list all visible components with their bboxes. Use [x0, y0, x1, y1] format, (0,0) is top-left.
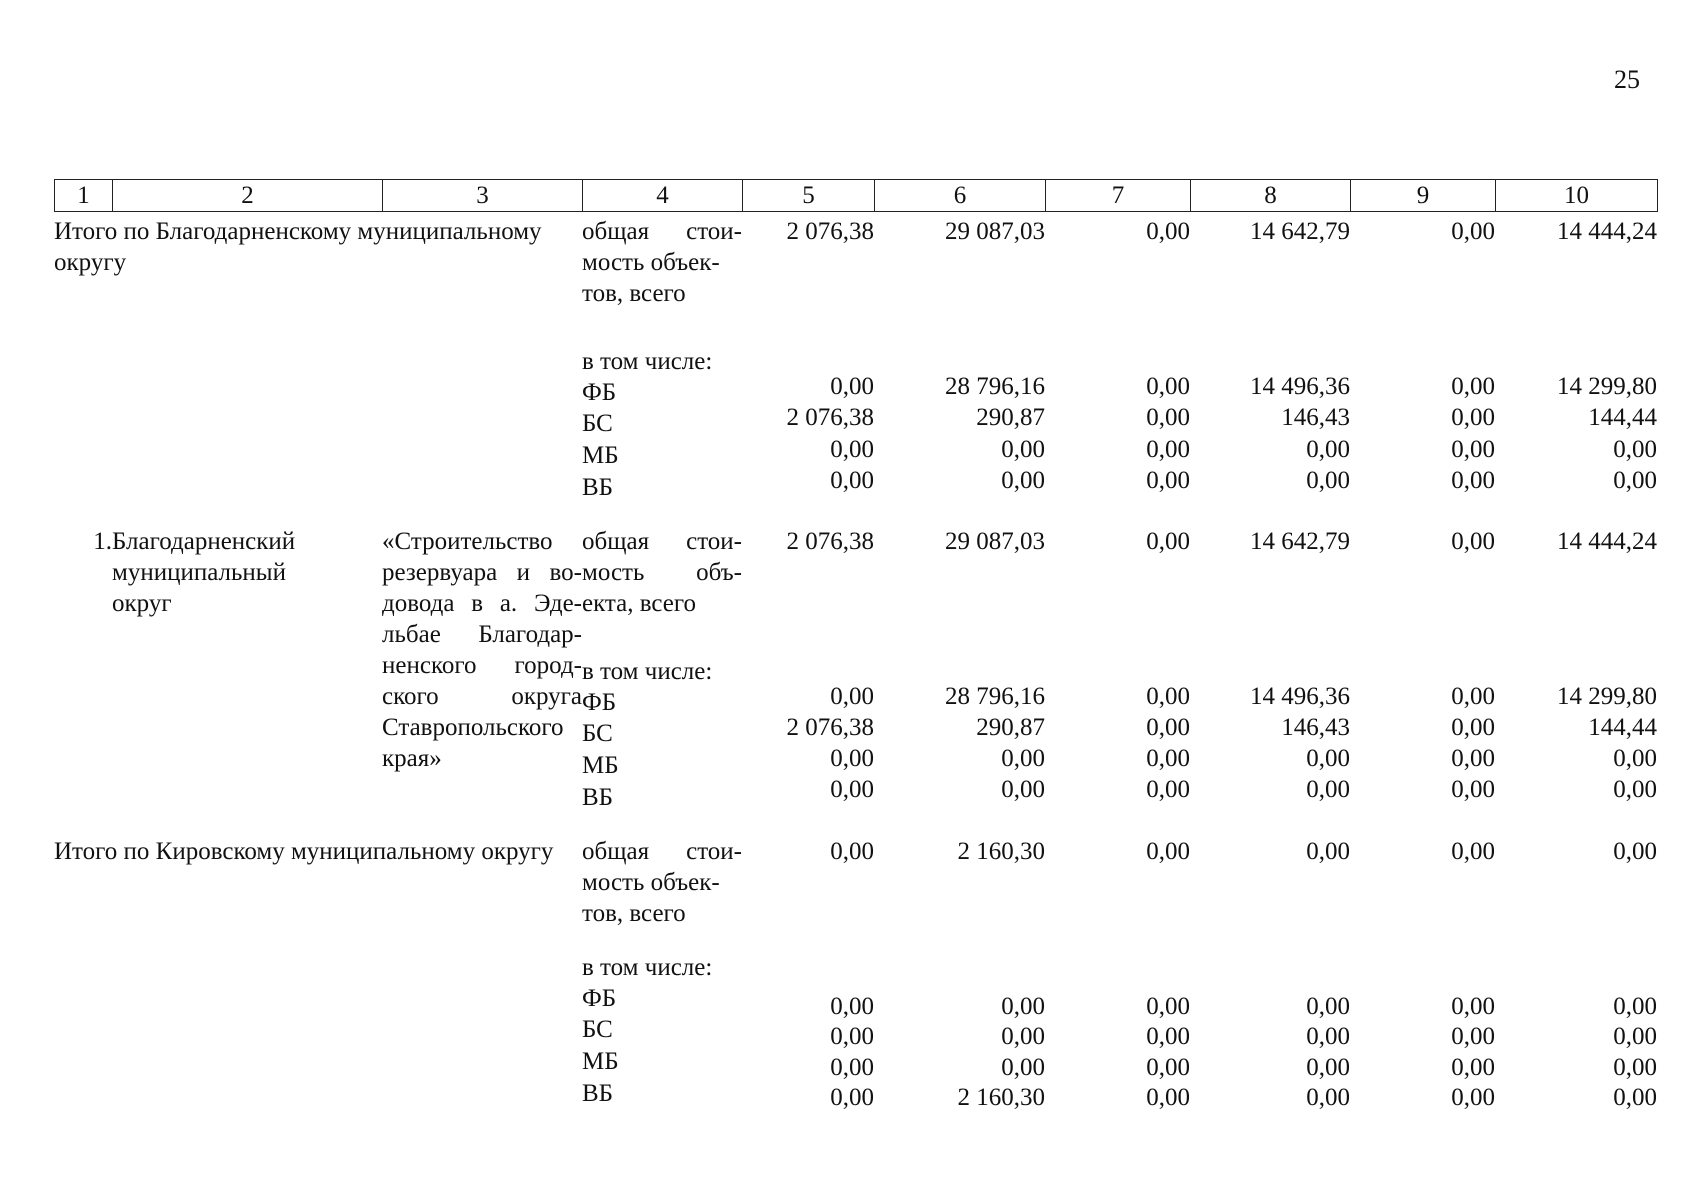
- value-cell: 0,00: [1306, 1023, 1350, 1050]
- value-cell: 146,43: [1281, 404, 1350, 431]
- value-cell: 0,00: [1306, 1084, 1350, 1111]
- value-cell: 0,00: [1306, 1054, 1350, 1081]
- value-cell: 0,00: [830, 436, 874, 463]
- value-cell: 0,00: [1146, 1084, 1190, 1111]
- value-cell: 0,00: [1613, 1023, 1657, 1050]
- total-cost-label: общая стои- мость объек- тов, всего: [582, 218, 742, 307]
- column-number: 3: [383, 180, 583, 212]
- value-cell: 2 076,38: [786, 218, 874, 245]
- row-number: 1.: [93, 528, 112, 555]
- value-cell: 0,00: [830, 745, 874, 772]
- value-cell: 0,00: [1451, 683, 1495, 710]
- value-cell: 0,00: [830, 467, 874, 494]
- value-cell: 2 076,38: [786, 404, 874, 431]
- value-cell: 0,00: [1451, 776, 1495, 803]
- value-cell: 0,00: [830, 776, 874, 803]
- value-cell: 28 796,16: [945, 373, 1045, 400]
- value-cell: 144,44: [1588, 714, 1657, 741]
- source-label: ФБ: [582, 689, 617, 716]
- value-cell: 0,00: [1146, 1054, 1190, 1081]
- value-cell: 0,00: [1001, 1023, 1045, 1050]
- column-number: 6: [875, 180, 1046, 212]
- source-label: ВБ: [582, 784, 614, 811]
- value-cell: 28 796,16: [945, 683, 1045, 710]
- value-cell: 2 160,30: [957, 1084, 1045, 1111]
- value-cell: 0,00: [1451, 1023, 1495, 1050]
- value-cell: 14 642,79: [1250, 218, 1350, 245]
- source-label: БС: [582, 720, 613, 747]
- value-cell: 0,00: [1001, 436, 1045, 463]
- total-label: Итого по Кировскому муниципальному округу: [54, 838, 554, 865]
- value-cell: 0,00: [1146, 745, 1190, 772]
- value-cell: 0,00: [1613, 436, 1657, 463]
- source-label: МБ: [582, 1048, 619, 1075]
- value-cell: 0,00: [830, 993, 874, 1020]
- value-cell: 0,00: [1146, 467, 1190, 494]
- value-cell: 0,00: [1613, 1054, 1657, 1081]
- column-number-header: [54, 179, 1658, 212]
- value-cell: 146,43: [1281, 714, 1350, 741]
- value-cell: 0,00: [1613, 1084, 1657, 1111]
- value-cell: 0,00: [1001, 993, 1045, 1020]
- value-cell: 2 076,38: [786, 714, 874, 741]
- value-cell: 0,00: [1613, 838, 1657, 865]
- value-cell: 0,00: [1306, 776, 1350, 803]
- column-number: 10: [1496, 180, 1658, 212]
- value-cell: 0,00: [1613, 993, 1657, 1020]
- including-label: в том числе:: [582, 348, 713, 375]
- value-cell: 0,00: [1613, 467, 1657, 494]
- value-cell: 0,00: [1001, 467, 1045, 494]
- source-label: МБ: [582, 442, 619, 469]
- value-cell: 0,00: [1451, 218, 1495, 245]
- value-cell: 0,00: [1451, 373, 1495, 400]
- value-cell: 0,00: [1613, 776, 1657, 803]
- value-cell: 0,00: [1451, 745, 1495, 772]
- source-label: МБ: [582, 752, 619, 779]
- value-cell: 0,00: [1146, 683, 1190, 710]
- value-cell: 0,00: [1306, 467, 1350, 494]
- value-cell: 0,00: [830, 1023, 874, 1050]
- value-cell: 0,00: [1001, 745, 1045, 772]
- value-cell: 290,87: [976, 714, 1045, 741]
- total-label: Итого по Благодарненскому муниципальному округу: [54, 218, 542, 276]
- value-cell: 290,87: [976, 404, 1045, 431]
- value-cell: 0,00: [830, 373, 874, 400]
- value-cell: 0,00: [1451, 528, 1495, 555]
- value-cell: 144,44: [1588, 404, 1657, 431]
- value-cell: 0,00: [1451, 404, 1495, 431]
- column-number: 2: [113, 180, 383, 212]
- value-cell: 0,00: [830, 683, 874, 710]
- value-cell: 14 444,24: [1557, 528, 1657, 555]
- value-cell: 14 496,36: [1250, 683, 1350, 710]
- value-cell: 14 444,24: [1557, 218, 1657, 245]
- page-number: 25: [1614, 65, 1640, 94]
- source-label: ВБ: [582, 474, 614, 501]
- source-label: БС: [582, 1016, 613, 1043]
- value-cell: 0,00: [1146, 776, 1190, 803]
- value-cell: 0,00: [1451, 1084, 1495, 1111]
- value-cell: 29 087,03: [945, 528, 1045, 555]
- value-cell: 2 076,38: [786, 528, 874, 555]
- value-cell: 14 299,80: [1557, 683, 1657, 710]
- value-cell: 2 160,30: [957, 838, 1045, 865]
- value-cell: 0,00: [1146, 838, 1190, 865]
- source-label: БС: [582, 410, 613, 437]
- value-cell: 0,00: [1146, 373, 1190, 400]
- source-label: ВБ: [582, 1080, 614, 1107]
- value-cell: 0,00: [1613, 745, 1657, 772]
- value-cell: 0,00: [1306, 838, 1350, 865]
- value-cell: 0,00: [1306, 745, 1350, 772]
- value-cell: 14 299,80: [1557, 373, 1657, 400]
- value-cell: 0,00: [1146, 404, 1190, 431]
- value-cell: 0,00: [1001, 776, 1045, 803]
- value-cell: 0,00: [830, 838, 874, 865]
- value-cell: 0,00: [830, 1084, 874, 1111]
- value-cell: 0,00: [830, 1054, 874, 1081]
- value-cell: 0,00: [1001, 1054, 1045, 1081]
- value-cell: 0,00: [1146, 993, 1190, 1020]
- object-name: «Строительство резервуара и водовода в а. Эдельбае Благодарненского городского округа Ставропольского края»: [382, 528, 582, 772]
- column-number: 4: [583, 180, 743, 212]
- column-number: 9: [1351, 180, 1496, 212]
- value-cell: 0,00: [1451, 838, 1495, 865]
- total-cost-label: общая стои- мость объек- тов, всего: [582, 838, 742, 927]
- column-number: 1: [55, 180, 113, 212]
- value-cell: 0,00: [1146, 218, 1190, 245]
- value-cell: 0,00: [1451, 436, 1495, 463]
- including-label: в том числе:: [582, 658, 713, 685]
- column-number: 7: [1046, 180, 1191, 212]
- column-number: 5: [743, 180, 875, 212]
- object-cost-label: общая стои- мость объ- екта, всего: [582, 528, 742, 617]
- column-number: 8: [1191, 180, 1351, 212]
- including-label: в том числе:: [582, 954, 713, 981]
- value-cell: 14 496,36: [1250, 373, 1350, 400]
- value-cell: 0,00: [1451, 993, 1495, 1020]
- value-cell: 0,00: [1306, 436, 1350, 463]
- value-cell: 0,00: [1146, 528, 1190, 555]
- municipality-name: Благодарненский муниципальный округ: [112, 528, 296, 617]
- source-label: ФБ: [582, 985, 617, 1012]
- value-cell: 14 642,79: [1250, 528, 1350, 555]
- value-cell: 0,00: [1146, 436, 1190, 463]
- value-cell: 0,00: [1146, 714, 1190, 741]
- value-cell: 0,00: [1451, 467, 1495, 494]
- source-label: ФБ: [582, 379, 617, 406]
- value-cell: 0,00: [1451, 714, 1495, 741]
- value-cell: 0,00: [1146, 1023, 1190, 1050]
- value-cell: 0,00: [1306, 993, 1350, 1020]
- value-cell: 0,00: [1451, 1054, 1495, 1081]
- value-cell: 29 087,03: [945, 218, 1045, 245]
